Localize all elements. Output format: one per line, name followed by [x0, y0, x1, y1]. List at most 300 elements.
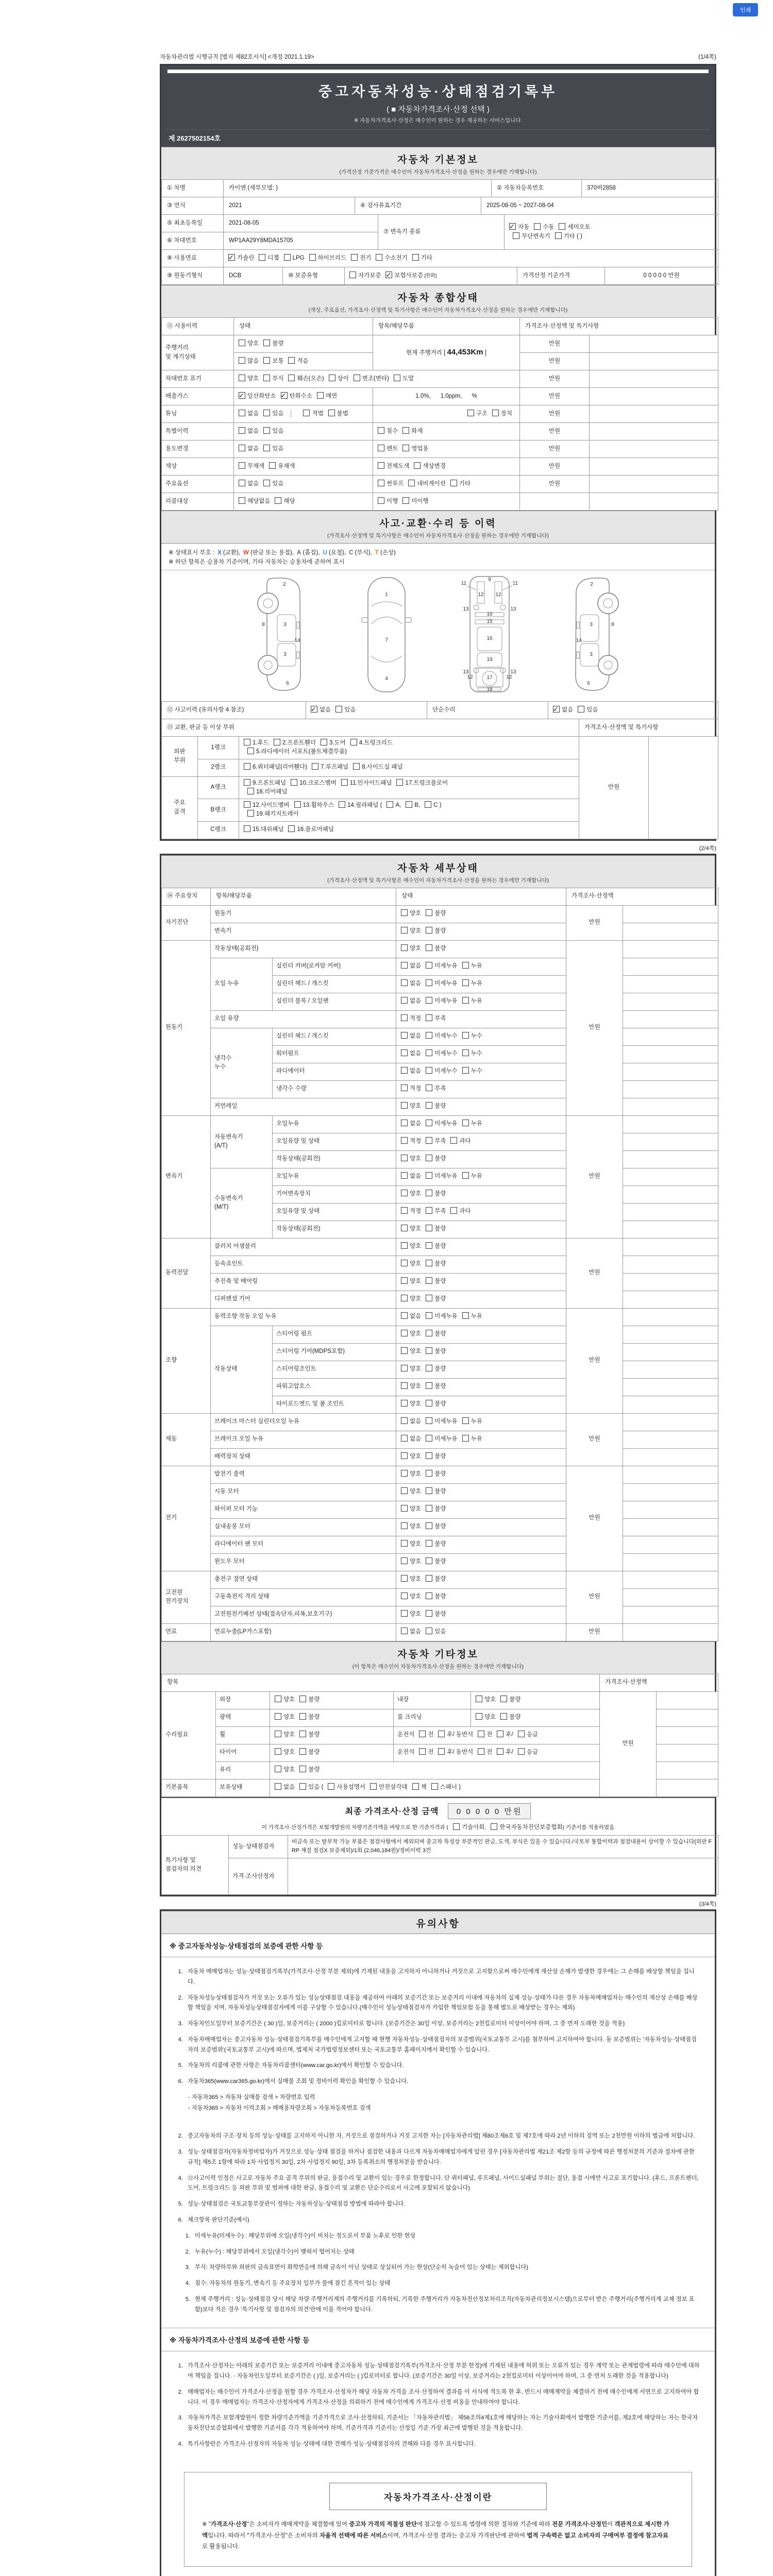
checkbox-icon[interactable]: [378, 445, 384, 451]
checkbox-icon[interactable]: [426, 1487, 432, 1494]
checkbox-icon[interactable]: [426, 1137, 432, 1144]
checkbox-icon[interactable]: [299, 1748, 306, 1755]
checkbox-icon[interactable]: [462, 979, 469, 986]
checkbox-icon[interactable]: [401, 1400, 408, 1406]
checkbox-icon[interactable]: [462, 1172, 469, 1179]
checkbox-icon[interactable]: [299, 1713, 306, 1720]
checkbox-icon[interactable]: [376, 254, 382, 261]
checkbox-icon[interactable]: [438, 1731, 445, 1737]
checkbox-icon[interactable]: [303, 410, 310, 416]
checkbox-icon[interactable]: [401, 1155, 408, 1161]
checkbox-icon[interactable]: [497, 1731, 503, 1737]
checkbox-icon[interactable]: [239, 480, 245, 486]
checkbox-icon[interactable]: [401, 1207, 408, 1214]
checkbox-icon[interactable]: [401, 944, 408, 951]
checkbox-icon[interactable]: [312, 763, 318, 770]
checkbox-icon[interactable]: [500, 1696, 507, 1702]
state-cell: [396, 1168, 566, 1185]
checkbox-icon[interactable]: [426, 1470, 432, 1477]
status-code-desc: (요철),: [327, 550, 346, 556]
checkbox-icon[interactable]: [239, 427, 245, 434]
checkbox-label: 미세누유: [434, 998, 458, 1005]
checkbox-icon[interactable]: [299, 1731, 306, 1737]
checkbox-icon[interactable]: [299, 1766, 306, 1772]
checkbox-icon[interactable]: [239, 410, 245, 416]
blank-cell: [623, 1028, 718, 1045]
checkbox-icon[interactable]: [263, 357, 270, 364]
checkbox-icon[interactable]: [478, 1731, 484, 1737]
checkbox-icon[interactable]: [309, 254, 316, 261]
table-row: [162, 458, 718, 476]
checkbox-icon[interactable]: [426, 1592, 432, 1599]
checkbox-icon[interactable]: [462, 1417, 469, 1424]
checkbox-icon[interactable]: [263, 340, 270, 346]
checkbox-icon[interactable]: [401, 1067, 408, 1074]
checkbox-icon[interactable]: [426, 1540, 432, 1547]
checkbox-checked-icon[interactable]: [509, 223, 516, 230]
checkbox-icon[interactable]: [426, 1242, 432, 1249]
checkbox-icon[interactable]: [402, 497, 409, 504]
checkbox-icon[interactable]: [339, 801, 345, 808]
checkbox-icon[interactable]: [462, 1312, 469, 1319]
checkbox-icon[interactable]: [239, 497, 245, 504]
print-button[interactable]: 인쇄: [733, 3, 758, 16]
checkbox-icon[interactable]: [426, 1190, 432, 1196]
checkbox-icon[interactable]: [259, 254, 265, 261]
checkbox-icon[interactable]: [288, 825, 295, 832]
checkbox-icon[interactable]: [275, 1766, 281, 1772]
checkbox-icon[interactable]: [426, 979, 432, 986]
checkbox-icon[interactable]: [401, 1592, 408, 1599]
checkbox-icon[interactable]: [239, 462, 245, 469]
blank-cell: [623, 1606, 718, 1623]
text: ) 기준서를 적용하였음: [562, 1824, 615, 1831]
checkbox-icon[interactable]: [239, 357, 245, 364]
checkbox-icon[interactable]: [401, 1242, 408, 1249]
checkbox-icon[interactable]: [401, 997, 408, 1004]
checkbox-label: 9.프론트패널: [253, 779, 287, 786]
checkbox-icon[interactable]: [450, 1207, 457, 1214]
text: ,: [484, 1824, 486, 1831]
checkbox-icon[interactable]: [378, 480, 384, 486]
checkbox-label: 양호: [410, 1471, 422, 1478]
checkbox-icon[interactable]: [335, 706, 342, 713]
checkbox-icon[interactable]: [239, 375, 245, 381]
checkbox-icon[interactable]: [401, 979, 408, 986]
checkbox-icon[interactable]: [406, 801, 412, 808]
checkbox-icon[interactable]: [244, 739, 250, 745]
checkbox-label: 해당: [283, 498, 295, 504]
checkbox-icon[interactable]: [462, 1435, 469, 1442]
label-cell: 실내송풍 모터: [211, 1518, 396, 1536]
checkbox-icon[interactable]: [317, 392, 324, 399]
checkbox-icon[interactable]: [275, 1696, 281, 1702]
checkbox-icon[interactable]: [275, 1731, 281, 1737]
checkbox-icon[interactable]: [284, 254, 291, 261]
blank-cell: [623, 905, 718, 923]
checkbox-icon[interactable]: [478, 1748, 484, 1755]
checkbox-icon[interactable]: [450, 480, 457, 486]
checkbox-icon[interactable]: [401, 1610, 408, 1617]
checkbox-icon[interactable]: [462, 1032, 469, 1039]
checkbox-icon[interactable]: [426, 1155, 432, 1161]
checkbox-icon[interactable]: [401, 1435, 408, 1442]
checkbox-icon[interactable]: [401, 1190, 408, 1196]
checkbox-icon[interactable]: [402, 427, 409, 434]
checkbox-icon[interactable]: [349, 272, 356, 278]
status-code-desc: (흠집),: [301, 550, 320, 556]
checkbox-icon[interactable]: [534, 223, 541, 230]
blank-cell: [590, 458, 718, 476]
checkbox-icon[interactable]: [513, 232, 519, 239]
checkbox-icon[interactable]: [431, 1783, 438, 1790]
checkbox-icon[interactable]: [401, 1120, 408, 1126]
checkbox-icon[interactable]: [491, 1823, 497, 1830]
checkbox-icon[interactable]: [555, 232, 562, 239]
checkbox-icon[interactable]: [401, 1452, 408, 1459]
status-code-desc: (판금 또는 용접),: [248, 550, 294, 556]
checkbox-icon[interactable]: [244, 801, 250, 808]
checkbox-icon[interactable]: [412, 1783, 419, 1790]
checkbox-icon[interactable]: [328, 410, 335, 416]
checkbox-icon[interactable]: [476, 1713, 482, 1720]
checkbox-icon[interactable]: [288, 357, 295, 364]
state-cell: [396, 1518, 566, 1536]
checkbox-icon[interactable]: [401, 1557, 408, 1564]
checkbox-label: 양호: [410, 1226, 422, 1232]
checkbox-label: 불량: [308, 1749, 320, 1756]
notice-item-number: 2.: [178, 2388, 183, 2395]
checkbox-icon[interactable]: [426, 1400, 432, 1406]
checkbox-icon[interactable]: [462, 962, 469, 969]
checkbox-checked-icon[interactable]: [311, 706, 317, 713]
label-cell: 상태: [234, 318, 373, 335]
label-cell: 구동축전지 격리 상태: [211, 1588, 396, 1606]
checkbox-icon[interactable]: [329, 375, 335, 381]
checkbox-icon[interactable]: [401, 1295, 408, 1301]
checkbox-icon[interactable]: [408, 480, 415, 486]
checkbox-icon[interactable]: [247, 748, 254, 754]
checkbox-icon[interactable]: [341, 779, 348, 786]
checkbox-icon[interactable]: [462, 1067, 469, 1074]
label-cell: 발전기 출력: [211, 1466, 396, 1483]
checkbox-icon[interactable]: [426, 1207, 432, 1214]
checkbox-checked-icon[interactable]: [553, 706, 560, 713]
checkbox-label: 4.트렁크리드: [359, 740, 393, 746]
checkbox-label: 양호: [410, 1278, 422, 1285]
checkbox-icon[interactable]: [247, 810, 254, 817]
checkbox-icon[interactable]: [275, 1748, 281, 1755]
data-table: [161, 1835, 718, 1895]
state-cell: [396, 1623, 566, 1641]
checkbox-icon[interactable]: [401, 1102, 408, 1109]
checkbox-icon[interactable]: [426, 1014, 432, 1021]
checkbox-label: 양호: [410, 1366, 422, 1372]
checkbox-icon[interactable]: [401, 1575, 408, 1582]
state-cell: [373, 476, 520, 493]
checkbox-icon[interactable]: [402, 445, 409, 451]
checkbox-icon[interactable]: [263, 410, 270, 416]
text: 자율적 선택에 따른 서비스: [319, 2532, 388, 2539]
text: "은 소비자가 매매계약을 체결함에 있어: [247, 2521, 349, 2528]
checkbox-icon[interactable]: [453, 1823, 460, 1830]
checkbox-icon[interactable]: [401, 1540, 408, 1547]
checkbox-icon[interactable]: [263, 480, 270, 486]
checkbox-icon[interactable]: [244, 779, 250, 786]
checkbox-icon[interactable]: [462, 1120, 469, 1126]
checkbox-icon[interactable]: [401, 1487, 408, 1494]
label-cell: 연료: [162, 1623, 211, 1641]
checkbox-icon[interactable]: [239, 445, 245, 451]
label-cell: 2랭크: [198, 759, 239, 776]
checkbox-icon[interactable]: [426, 1435, 432, 1442]
notice-block: [160, 1909, 716, 2576]
checkbox-icon[interactable]: [401, 1225, 408, 1231]
checkbox-icon[interactable]: [401, 1172, 408, 1179]
notice-list-c: [161, 2351, 715, 2462]
state-cell: [396, 1326, 566, 1343]
label-cell: ⑫ 사고이력 (유의사항 4 참조): [162, 702, 306, 719]
checkbox-icon[interactable]: [401, 1470, 408, 1477]
checkbox-icon[interactable]: [401, 1084, 408, 1091]
checkbox-icon[interactable]: [354, 375, 360, 381]
label-cell: 변속기: [162, 1115, 211, 1238]
label-cell: ⑤ 최초등록일: [162, 215, 224, 232]
state-cell: [396, 1483, 566, 1501]
blank-cell: [623, 1483, 718, 1501]
checkbox-icon[interactable]: [426, 944, 432, 951]
label-cell: 스티어링 기어(MDPS포함): [273, 1343, 396, 1361]
checkbox-icon[interactable]: [299, 1783, 306, 1790]
checkbox-icon[interactable]: [426, 1260, 432, 1266]
state-cell: [396, 1203, 566, 1221]
checkbox-icon[interactable]: [328, 1783, 334, 1790]
checkbox-icon[interactable]: [426, 1365, 432, 1371]
checkbox-icon[interactable]: [274, 739, 280, 745]
checkbox-icon[interactable]: [378, 497, 384, 504]
checkbox-icon[interactable]: [426, 1417, 432, 1424]
status-code-legend: [161, 544, 715, 556]
checkbox-icon[interactable]: [244, 825, 250, 832]
checkbox-icon[interactable]: [275, 1713, 281, 1720]
checkbox-icon[interactable]: [426, 1330, 432, 1336]
state-cell: [234, 458, 373, 476]
checkbox-icon[interactable]: [401, 1049, 408, 1056]
composite-cell: [234, 405, 373, 423]
checkbox-icon[interactable]: [353, 763, 360, 770]
checkbox-icon[interactable]: [426, 1312, 432, 1319]
state-cell: [396, 993, 566, 1010]
label-cell: 가격·조사산정자: [229, 1858, 288, 1895]
checkbox-icon[interactable]: [288, 375, 295, 381]
checkbox-icon[interactable]: [396, 779, 403, 786]
checkbox-icon[interactable]: [269, 462, 276, 469]
label-cell: 광택: [216, 1709, 270, 1726]
checkbox-label: 전: [486, 1749, 493, 1756]
checkbox-icon[interactable]: [401, 1347, 408, 1354]
checkbox-icon[interactable]: [350, 739, 357, 745]
checkbox-icon[interactable]: [426, 909, 432, 916]
checkbox-checked-icon[interactable]: [385, 272, 392, 278]
checkbox-icon[interactable]: [412, 254, 419, 261]
table-row: [162, 197, 718, 215]
checkbox-icon[interactable]: [426, 1084, 432, 1091]
checkbox-checked-icon[interactable]: [239, 392, 245, 399]
checkbox-icon[interactable]: [462, 1049, 469, 1056]
notice-item-number: 3.: [178, 2149, 183, 2156]
checkbox-icon[interactable]: [518, 1731, 525, 1737]
checkbox-icon[interactable]: [426, 1382, 432, 1389]
state-cell: [373, 423, 520, 440]
checkbox-label: 있음: [272, 445, 284, 452]
checkbox-icon[interactable]: [291, 779, 297, 786]
blank-cell: [590, 405, 718, 423]
checkbox-icon[interactable]: [426, 1628, 432, 1634]
checkbox-icon[interactable]: [476, 1696, 482, 1702]
checkbox-icon[interactable]: [401, 1137, 408, 1144]
checkbox-icon[interactable]: [426, 1295, 432, 1301]
checkbox-icon[interactable]: [426, 1277, 432, 1284]
checkbox-icon[interactable]: [401, 1277, 408, 1284]
checkbox-icon[interactable]: [263, 445, 270, 451]
checkbox-icon[interactable]: [518, 1748, 525, 1755]
checkbox-label: 없음: [562, 706, 574, 713]
checkbox-icon[interactable]: [426, 1557, 432, 1564]
checkbox-icon[interactable]: [401, 962, 408, 969]
diagram-part-number: 15: [486, 619, 493, 624]
checkbox-checked-icon[interactable]: [228, 254, 235, 261]
checkbox-icon[interactable]: [351, 254, 358, 261]
checkbox-icon[interactable]: [394, 375, 400, 381]
checkbox-icon[interactable]: [450, 1137, 457, 1144]
label-cell: ③ 연식: [162, 197, 224, 215]
checkbox-icon[interactable]: [462, 997, 469, 1004]
checkbox-icon[interactable]: [401, 1312, 408, 1319]
checkbox-icon[interactable]: [401, 1330, 408, 1336]
diagram-part-number: 3: [283, 622, 287, 628]
checkbox-icon[interactable]: [467, 410, 474, 416]
checkbox-icon[interactable]: [244, 763, 250, 770]
checkbox-icon[interactable]: [426, 1522, 432, 1529]
checkbox-icon[interactable]: [321, 739, 327, 745]
state-cell: [396, 1010, 566, 1028]
checkbox-icon[interactable]: [426, 1102, 432, 1109]
notice-item-text: 체크항목 판단기준(예시): [188, 2217, 249, 2224]
checkbox-icon[interactable]: [401, 1628, 408, 1634]
checkbox-icon[interactable]: [401, 1505, 408, 1512]
checkbox-icon[interactable]: [426, 1049, 432, 1056]
checkbox-icon[interactable]: [426, 927, 432, 934]
checkbox-label: 16.플로어패널: [297, 826, 334, 833]
checkbox-icon[interactable]: [426, 1067, 432, 1074]
state-cell: [396, 975, 566, 993]
text: 이 가격조사·산정가격은 보험개발원의 차량기준가액을 바탕으로 한 기준가격과 (: [261, 1824, 448, 1831]
checkbox-icon[interactable]: [401, 1365, 408, 1371]
checkbox-icon[interactable]: [294, 801, 301, 808]
checkbox-label: 양호: [283, 1697, 295, 1703]
checkbox-icon[interactable]: [299, 1696, 306, 1702]
checkbox-label: 사용설명서: [337, 1784, 366, 1791]
checkbox-icon[interactable]: [275, 1783, 281, 1790]
checkbox-icon[interactable]: [401, 927, 408, 934]
checkbox-label: 없음: [410, 1050, 422, 1057]
checkbox-label: 적정: [410, 1208, 422, 1215]
checkbox-icon[interactable]: [492, 410, 499, 416]
checkbox-icon[interactable]: [275, 497, 281, 504]
checkbox-icon[interactable]: [263, 375, 270, 381]
checkbox-icon[interactable]: [426, 1032, 432, 1039]
checkbox-icon[interactable]: [438, 1748, 445, 1755]
checkbox-icon[interactable]: [500, 1713, 507, 1720]
checkbox-icon[interactable]: [425, 801, 431, 808]
checkbox-icon[interactable]: [426, 1172, 432, 1179]
checkbox-icon[interactable]: [426, 1347, 432, 1354]
checkbox-icon[interactable]: [426, 1120, 432, 1126]
state-cell: [396, 1045, 566, 1063]
checkbox-checked-icon[interactable]: [281, 392, 288, 399]
text: 44,453Km: [447, 348, 483, 357]
checkbox-icon[interactable]: [401, 1522, 408, 1529]
checkbox-label: 불량: [434, 1261, 446, 1267]
notice-sub-item-number: 5.: [185, 2296, 190, 2302]
checkbox-icon[interactable]: [378, 427, 384, 434]
text: 전문 가격조사·산정인: [552, 2521, 608, 2528]
checkbox-icon[interactable]: [401, 909, 408, 916]
price-cell: 만원: [566, 1623, 623, 1641]
checkbox-icon[interactable]: [378, 462, 384, 469]
state-cell: [396, 1238, 566, 1256]
checkbox-icon[interactable]: [414, 462, 421, 469]
checkbox-icon[interactable]: [401, 1032, 408, 1039]
checkbox-icon[interactable]: [386, 801, 393, 808]
checkbox-label: 양호: [410, 1103, 422, 1110]
checkbox-label: 양호: [283, 1749, 295, 1756]
checkbox-icon[interactable]: [426, 962, 432, 969]
checkbox-label: 7.루프패널: [321, 764, 349, 771]
checkbox-icon[interactable]: [419, 1731, 426, 1737]
checkbox-icon[interactable]: [263, 427, 270, 434]
checkbox-icon[interactable]: [370, 1783, 377, 1790]
checkbox-icon[interactable]: [401, 1014, 408, 1021]
checkbox-icon[interactable]: [419, 1748, 426, 1755]
checkbox-label: 양호: [410, 1541, 422, 1548]
checkbox-icon[interactable]: [426, 997, 432, 1004]
checkbox-label: 불량: [434, 910, 446, 917]
data-table: [161, 197, 718, 215]
checkbox-icon[interactable]: [426, 1452, 432, 1459]
checkbox-icon[interactable]: [578, 706, 584, 713]
checkbox-icon[interactable]: [426, 1610, 432, 1617]
checkbox-label: 불량: [434, 1331, 446, 1337]
table-row: [162, 1028, 718, 1045]
checkbox-icon[interactable]: [426, 1225, 432, 1231]
checkbox-icon[interactable]: [247, 788, 254, 794]
checkbox-icon[interactable]: [401, 1260, 408, 1266]
checkbox-icon[interactable]: [426, 1505, 432, 1512]
blank-cell: [623, 940, 718, 958]
notice-item-text: 매매업자는 매수인이 가격조사·산정을 원할 경우 가격조사·산정자가 해당 자동차 가격을 조사·산정하여 결과를 이 서식에 적도록 한 후, 반드시 매매계약을 체결하기 전에 매수인에게 서면으로 고지하여야 합니다. 이 경우 매매업자는 가격조사·산정자에게 가격조사·산정을 의뢰하기 전에 매수인에게 가격조사·산정 비용을 안내하여야 합니다.: [188, 2388, 699, 2405]
checkbox-icon[interactable]: [497, 1748, 503, 1755]
checkbox-icon[interactable]: [401, 1382, 408, 1389]
checkbox-icon[interactable]: [401, 1417, 408, 1424]
table-row: [162, 1448, 718, 1466]
checkbox-icon[interactable]: [426, 1575, 432, 1582]
table-row: [162, 1518, 718, 1536]
checkbox-icon[interactable]: [239, 340, 245, 346]
label-cell: 고전원 전기장치: [162, 1571, 211, 1623]
label-cell: 충전구 절연 상태: [211, 1571, 396, 1588]
checkbox-icon[interactable]: [559, 223, 565, 230]
